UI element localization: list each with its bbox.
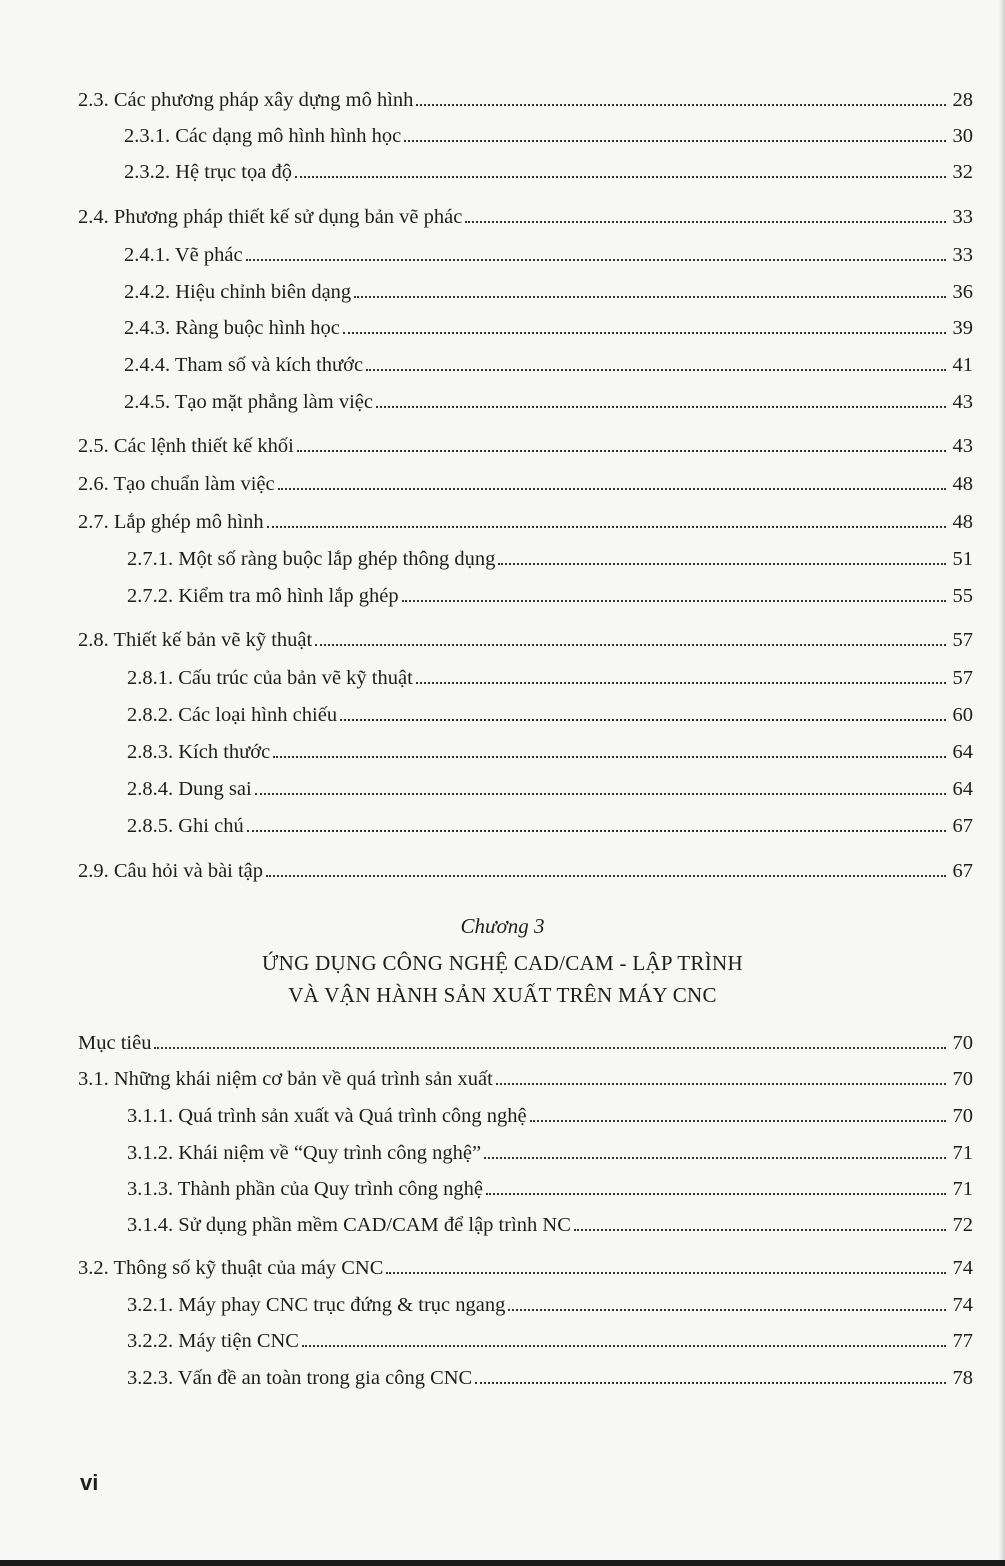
toc-entry-label: 2.7.1. Một số ràng buộc lắp ghép thông dụng	[127, 548, 496, 570]
toc-entry-label: 3.2. Thông số kỹ thuật của máy CNC	[78, 1257, 384, 1279]
toc-entry-label: 3.1.1. Quá trình sản xuất và Quá trình công nghệ	[127, 1105, 527, 1127]
toc-leader-dots	[404, 140, 946, 142]
toc-entry	[127, 1325, 973, 1353]
toc-entry-label: 2.8.5. Ghi chú	[127, 815, 244, 837]
toc-entry-label: 2.8.1. Cấu trúc của bản vẽ kỹ thuật	[127, 667, 413, 689]
toc-entry-label: 3.1.2. Khái niệm về “Quy trình công nghệ”	[127, 1142, 482, 1164]
toc-entry-page: 48	[952, 511, 973, 533]
toc-leader-dots	[273, 756, 946, 758]
toc-entry	[127, 1137, 973, 1165]
toc-entry-page: 74	[952, 1257, 973, 1279]
toc-entry-label: 3.2.3. Vấn đề an toàn trong gia công CNC	[127, 1367, 473, 1389]
toc-entry-label: 3.1.3. Thành phần của Quy trình công nghệ	[127, 1178, 484, 1200]
toc-entry-page: 41	[952, 354, 973, 376]
toc-leader-dots	[416, 682, 946, 684]
toc-entry	[124, 120, 973, 148]
toc-leader-dots	[486, 1193, 946, 1195]
toc-entry-label: 3.2.1. Máy phay CNC trục đứng & trục ngang	[127, 1294, 506, 1316]
toc-entry-label: 2.8.4. Dung sai	[127, 778, 252, 800]
toc-leader-dots	[484, 1157, 946, 1159]
toc-entry-page: 33	[952, 206, 973, 228]
toc-entry-page: 64	[952, 741, 973, 763]
toc-entry-label: 2.4.2. Hiệu chỉnh biên dạng	[124, 281, 352, 303]
toc-leader-dots	[475, 1382, 946, 1384]
toc-entry	[127, 736, 973, 764]
chapter-title-line2: VÀ VẬN HÀNH SẢN XUẤT TRÊN MÁY CNC	[288, 983, 717, 1007]
chapter-label: Chương 3	[460, 914, 545, 938]
toc-leader-dots	[376, 406, 946, 408]
toc-leader-dots	[255, 793, 946, 795]
toc-entry-page: 33	[952, 244, 973, 266]
toc-leader-dots	[267, 526, 946, 528]
toc-entry	[127, 1209, 973, 1237]
toc-entry	[127, 543, 973, 571]
toc-entry	[127, 773, 973, 801]
toc-entry-label: 2.4.3. Ràng buộc hình học	[124, 317, 340, 339]
toc-leader-dots	[402, 600, 946, 602]
toc-leader-dots	[366, 369, 946, 371]
toc-entry-label: 2.7. Lắp ghép mô hình	[78, 511, 264, 533]
toc-entry-page: 57	[952, 629, 973, 651]
toc-entry-label: 2.4. Phương pháp thiết kế sử dụng bản vẽ phác	[78, 206, 463, 228]
toc-entry-page: 43	[952, 391, 973, 413]
page-edge-shadow	[999, 0, 1005, 1566]
toc-entry	[78, 468, 973, 496]
toc-entry	[78, 430, 973, 458]
toc-entry	[78, 624, 973, 652]
toc-entry	[78, 1252, 973, 1280]
toc-entry-page: 72	[952, 1214, 973, 1236]
toc-entry-page: 48	[952, 473, 973, 495]
toc-entry-page: 77	[952, 1330, 973, 1352]
toc-entry	[78, 506, 973, 534]
toc-entry-page: 51	[952, 548, 973, 570]
toc-leader-dots	[154, 1047, 946, 1049]
toc-leader-dots	[295, 176, 946, 178]
toc-entry-label: Mục tiêu	[78, 1032, 152, 1054]
toc-entry-label: 2.4.1. Vẽ phác	[124, 244, 243, 266]
toc-entry-page: 67	[952, 815, 973, 837]
toc-entry-page: 74	[952, 1294, 973, 1316]
toc-entry	[124, 312, 973, 340]
toc-entry-label: 2.3. Các phương pháp xây dựng mô hình	[78, 89, 414, 111]
toc-leader-dots	[508, 1309, 946, 1311]
toc-leader-dots	[354, 296, 946, 298]
toc-entry	[127, 1100, 973, 1128]
toc-leader-dots	[343, 332, 946, 334]
toc-entry	[127, 699, 973, 727]
toc-entry-page: 39	[952, 317, 973, 339]
toc-entry-page: 71	[952, 1178, 973, 1200]
toc-entry	[78, 855, 973, 883]
toc-entry	[124, 276, 973, 304]
toc-entry-page: 70	[952, 1032, 973, 1054]
toc-entry-page: 43	[952, 435, 973, 457]
toc-leader-dots	[574, 1229, 946, 1231]
toc-entry	[127, 1362, 973, 1390]
toc-leader-dots	[498, 563, 946, 565]
toc-entry-page: 32	[952, 161, 973, 183]
toc-entry	[124, 386, 973, 414]
toc-entry-label: 3.1. Những khái niệm cơ bản về quá trình sản xuất	[78, 1068, 493, 1090]
toc-entry-label: 2.8.2. Các loại hình chiếu	[127, 704, 338, 726]
toc-entry-label: 2.7.2. Kiểm tra mô hình lắp ghép	[127, 585, 399, 607]
toc-leader-dots	[266, 875, 946, 877]
toc-entry	[78, 84, 973, 112]
page-number: vi	[80, 1470, 99, 1495]
toc-entry-page: 78	[952, 1367, 973, 1389]
toc-entry-label: 2.5. Các lệnh thiết kế khối	[78, 435, 294, 457]
toc-entry	[78, 1027, 973, 1055]
toc-entry	[127, 810, 973, 838]
toc-entry-label: 2.8.3. Kích thước	[127, 741, 271, 763]
toc-entry	[124, 156, 973, 184]
toc-leader-dots	[247, 830, 946, 832]
toc-leader-dots	[416, 104, 946, 106]
toc-entry-page: 71	[952, 1142, 973, 1164]
toc-entry	[78, 201, 973, 229]
toc-entry	[124, 239, 973, 267]
toc-entry	[127, 580, 973, 608]
toc-leader-dots	[465, 221, 946, 223]
toc-entry	[127, 1173, 973, 1201]
toc-entry-label: 3.2.2. Máy tiện CNC	[127, 1330, 299, 1352]
toc-leader-dots	[302, 1345, 946, 1347]
scan-bottom-edge	[0, 1560, 1005, 1566]
toc-entry-label: 2.8. Thiết kế bản vẽ kỹ thuật	[78, 629, 313, 651]
toc-leader-dots	[496, 1083, 946, 1085]
toc-entry-page: 67	[952, 860, 973, 882]
toc-entry-label: 2.6. Tạo chuẩn làm việc	[78, 473, 275, 495]
toc-entry-page: 55	[952, 585, 973, 607]
toc-entry-label: 2.3.2. Hệ trục tọa độ	[124, 161, 292, 183]
toc-entry-label: 2.4.4. Tham số và kích thước	[124, 354, 364, 376]
toc-entry-page: 60	[952, 704, 973, 726]
toc-leader-dots	[297, 450, 946, 452]
toc-leader-dots	[340, 719, 946, 721]
toc-entry	[78, 1063, 973, 1091]
toc-entry	[127, 1289, 973, 1317]
toc-entry-page: 57	[952, 667, 973, 689]
toc-entry	[127, 662, 973, 690]
toc-entry-page: 64	[952, 778, 973, 800]
toc-leader-dots	[530, 1120, 946, 1122]
toc-leader-dots	[315, 644, 946, 646]
toc-leader-dots	[278, 488, 946, 490]
toc-entry-label: 2.4.5. Tạo mặt phẳng làm việc	[124, 391, 373, 413]
toc-entry-label: 2.3.1. Các dạng mô hình hình học	[124, 125, 402, 147]
toc-leader-dots	[246, 259, 946, 261]
toc-entry-page: 70	[952, 1105, 973, 1127]
chapter-title-line1: ỨNG DỤNG CÔNG NGHỆ CAD/CAM - LẬP TRÌNH	[262, 951, 743, 975]
toc-entry-page: 36	[952, 281, 973, 303]
toc-leader-dots	[386, 1272, 946, 1274]
toc-entry-page: 28	[952, 89, 973, 111]
toc-entry-page: 30	[952, 125, 973, 147]
toc-entry	[124, 349, 973, 377]
toc-entry-label: 3.1.4. Sử dụng phần mềm CAD/CAM để lập trình NC	[127, 1214, 571, 1236]
toc-entry-page: 70	[952, 1068, 973, 1090]
toc-entry-label: 2.9. Câu hỏi và bài tập	[78, 860, 264, 882]
